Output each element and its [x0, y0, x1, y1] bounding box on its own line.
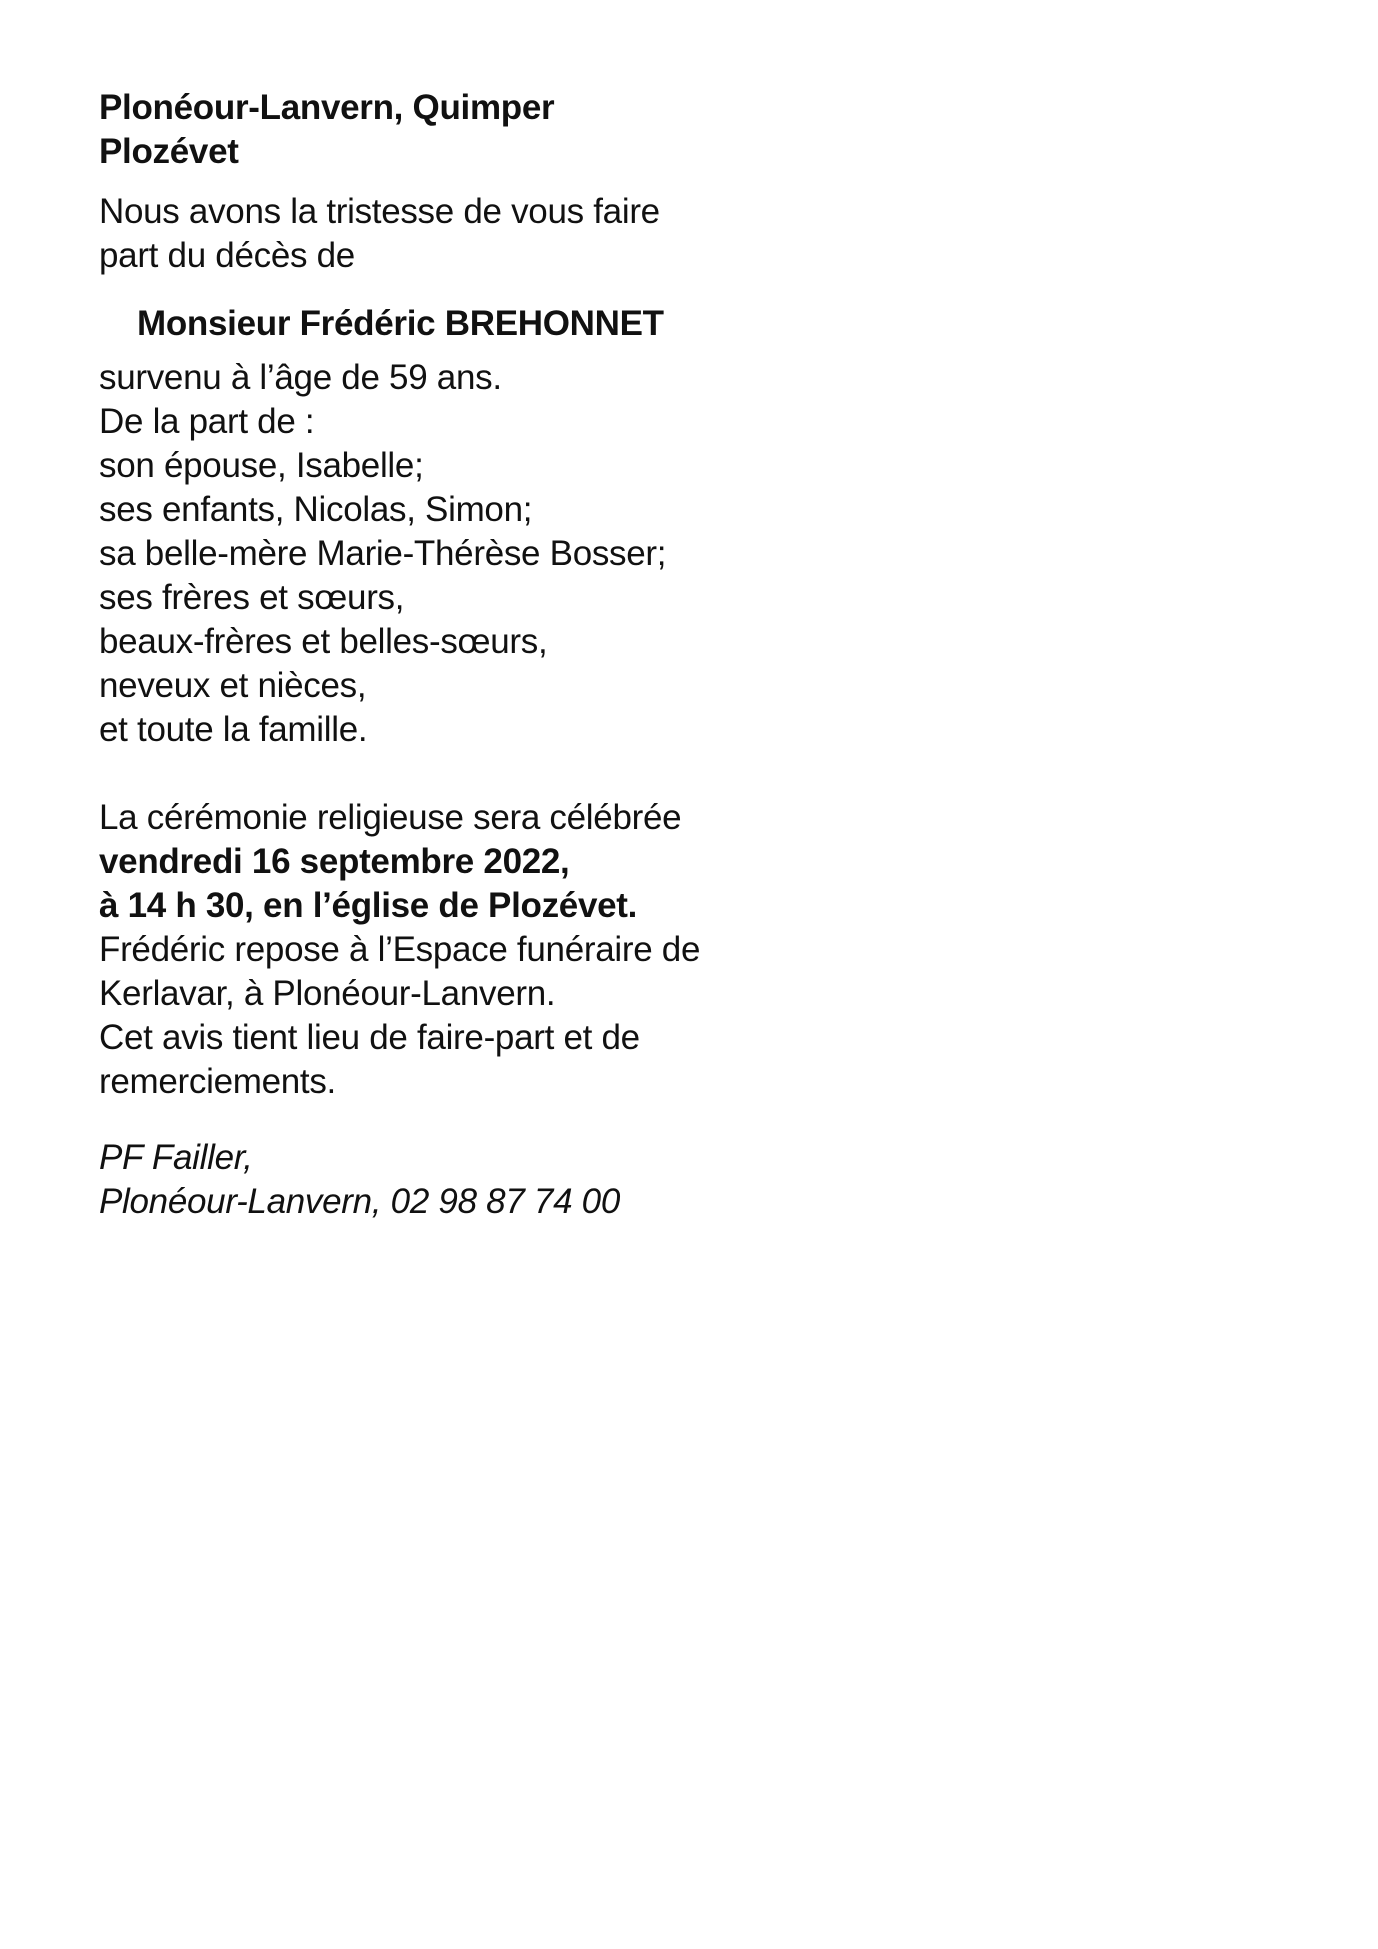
location-line: Plonéour-Lanvern, Quimper	[99, 88, 555, 127]
family-line: De la part de :	[99, 402, 315, 441]
family-line: son épouse, Isabelle;	[99, 446, 424, 485]
ceremony-detail-line: remerciements.	[99, 1062, 336, 1101]
intro-line: part du décès de	[99, 236, 355, 275]
intro-text	[99, 190, 879, 278]
ceremony-detail-line: Cet avis tient lieu de faire-part et de	[99, 1018, 640, 1057]
ceremony-info	[99, 796, 879, 1104]
deceased-name: Monsieur Frédéric BREHONNET	[137, 304, 664, 343]
signature-line: PF Failler,	[99, 1138, 253, 1177]
intro-line: Nous avons la tristesse de vous faire	[99, 192, 660, 231]
locations-heading	[99, 86, 879, 174]
ceremony-detail-line: Kerlavar, à Plonéour-Lanvern.	[99, 974, 556, 1013]
family-line: sa belle-mère Marie-Thérèse Bosser;	[99, 534, 667, 573]
obituary-notice	[99, 86, 879, 1224]
ceremony-date: vendredi 16 septembre 2022,	[99, 842, 570, 881]
family-line: ses frères et sœurs,	[99, 578, 405, 617]
ceremony-time-place: à 14 h 30, en l’église de Plozévet.	[99, 886, 638, 925]
signature-line: Plonéour-Lanvern, 02 98 87 74 00	[99, 1182, 621, 1221]
family-line: ses enfants, Nicolas, Simon;	[99, 490, 533, 529]
family-line: survenu à l’âge de 59 ans.	[99, 358, 502, 397]
location-line: Plozévet	[99, 132, 239, 171]
family-line: et toute la famille.	[99, 710, 368, 749]
ceremony-detail-line: Frédéric repose à l’Espace funéraire de	[99, 930, 701, 969]
family-line: neveux et nièces,	[99, 666, 367, 705]
family-list	[99, 356, 879, 752]
funeral-home-signature	[99, 1136, 879, 1224]
family-line: beaux-frères et belles-sœurs,	[99, 622, 548, 661]
ceremony-intro: La cérémonie religieuse sera célébrée	[99, 798, 682, 837]
